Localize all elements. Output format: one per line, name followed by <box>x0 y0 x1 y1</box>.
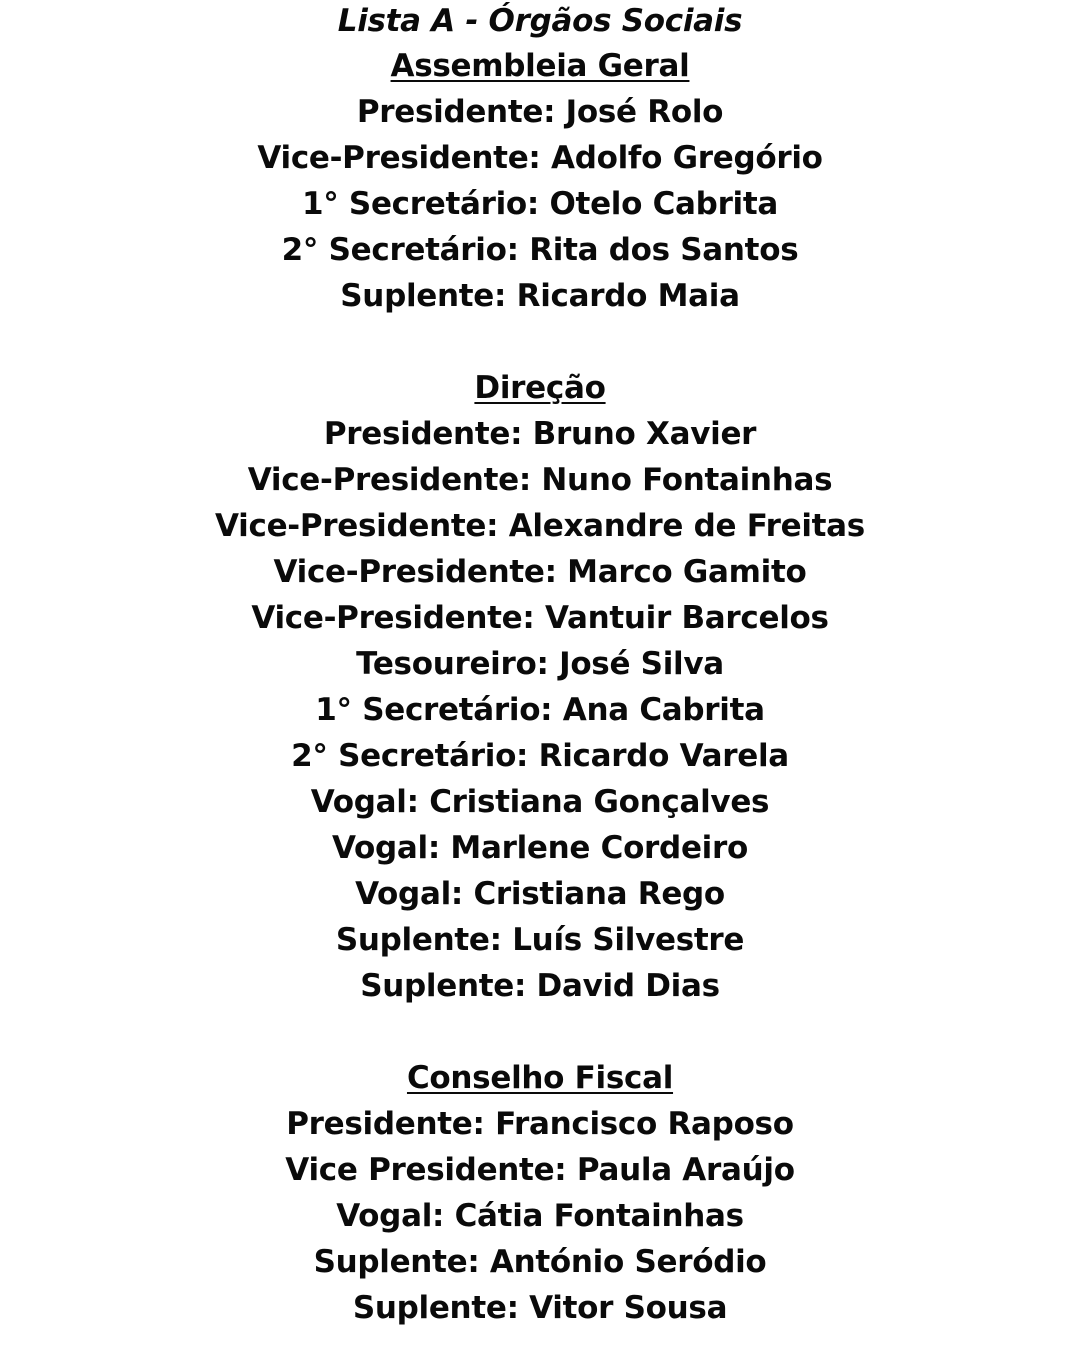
member-line: Presidente: Francisco Raposo <box>286 1106 794 1142</box>
member-line: Suplente: David Dias <box>360 968 720 1004</box>
member-line: Vogal: Marlene Cordeiro <box>332 830 748 866</box>
member-line: Suplente: Luís Silvestre <box>335 922 745 958</box>
member-line: Vice Presidente: Paula Araújo <box>285 1152 795 1188</box>
section-heading: Assembleia Geral <box>390 48 690 84</box>
member-line: Vice-Presidente: Marco Gamito <box>273 554 807 590</box>
member-line: Presidente: Bruno Xavier <box>323 416 757 452</box>
member-line: Vogal: Cátia Fontainhas <box>336 1198 744 1234</box>
member-line: Presidente: José Rolo <box>356 94 724 130</box>
member-line: Vice-Presidente: Alexandre de Freitas <box>215 508 865 544</box>
member-line: 1° Secretário: Ana Cabrita <box>315 692 765 728</box>
section-heading: Direção <box>474 370 606 406</box>
member-line: Vogal: Cristiana Rego <box>355 876 725 912</box>
page-title: Lista A - Órgãos Sociais <box>337 3 743 39</box>
member-line: 1° Secretário: Otelo Cabrita <box>301 186 779 222</box>
member-line: Suplente: Vitor Sousa <box>352 1290 728 1326</box>
member-line: Suplente: António Seródio <box>313 1244 767 1280</box>
member-line: Vogal: Cristiana Gonçalves <box>310 784 770 820</box>
member-line: 2° Secretário: Ricardo Varela <box>291 738 789 774</box>
section-heading: Conselho Fiscal <box>406 1060 674 1096</box>
member-line: Vice-Presidente: Adolfo Gregório <box>257 140 823 176</box>
member-line: Vice-Presidente: Vantuir Barcelos <box>251 600 829 636</box>
member-line: 2° Secretário: Rita dos Santos <box>281 232 799 268</box>
member-line: Vice-Presidente: Nuno Fontainhas <box>247 462 833 498</box>
member-line: Tesoureiro: José Silva <box>356 646 724 682</box>
member-line: Suplente: Ricardo Maia <box>340 278 740 314</box>
